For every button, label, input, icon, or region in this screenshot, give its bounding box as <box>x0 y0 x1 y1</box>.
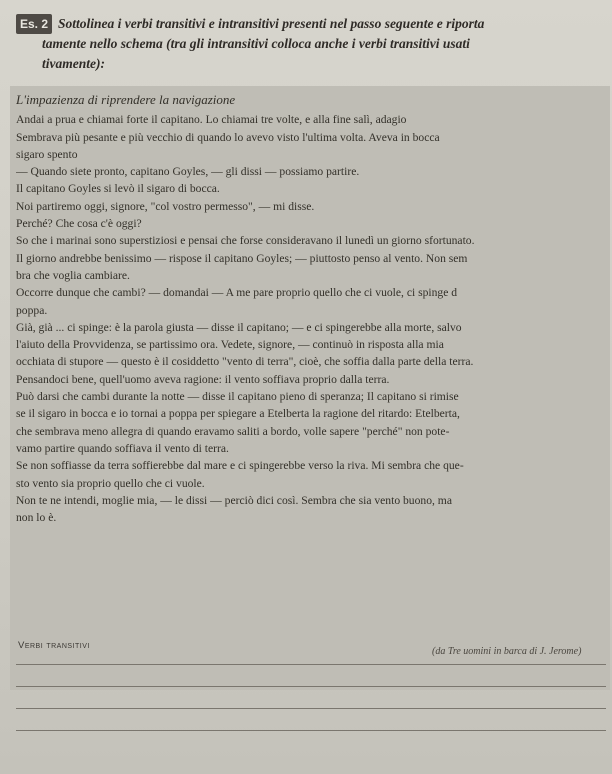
passage-line: Il capitano Goyles si levò il sigaro di bocca. <box>16 182 220 196</box>
instruction-line-1: Sottolinea i verbi transitivi e intransitivi presenti nel passo seguente e riporta <box>58 16 485 31</box>
exercise-instruction <box>16 14 606 74</box>
passage-line: Pensandoci bene, quell'uomo aveva ragione: il vento soffiava proprio dalla terra. <box>16 372 390 386</box>
passage-line: Non te ne intendi, moglie mia, — le dissi — perciò dici così. Sembra che sia vento buono, ma <box>16 493 452 507</box>
passage-line: se il sigaro in bocca e io tornai a poppa per spiegare a Etelberta la ragione del ritardo: Etelberta, <box>16 407 460 421</box>
instruction-line-2: tamente nello schema (tra gli intransitivi colloca anche i verbi transitivi usati <box>42 36 470 51</box>
passage-line: vamo partire quando soffiava il vento di terra. <box>16 441 229 455</box>
passage-title: L'impazienza di riprendere la navigazione <box>16 92 236 107</box>
passage-line: Il giorno andrebbe benissimo — rispose il capitano Goyles; — piuttosto penso al vento. Non sem <box>16 251 468 265</box>
exercise-badge: Es. 2 <box>16 14 52 34</box>
passage-line: che sembrava meno allegra di quando eravamo saliti a bordo, volle sapere "perché" non pote- <box>16 424 450 438</box>
passage-line: poppa. <box>16 303 48 317</box>
passage-lines <box>16 112 602 526</box>
passage-line: Se non soffiasse da terra soffierebbe dal mare e ci spingerebbe verso la riva. Mi sembra che que- <box>16 459 464 473</box>
passage-text <box>16 92 602 527</box>
answer-line[interactable] <box>16 708 606 709</box>
passage-line: Occorre dunque che cambi? — domandai — A me pare proprio quello che ci vuole, ci spinge d <box>16 286 458 300</box>
answer-label: Verbi transitivi <box>18 640 90 651</box>
passage-line: Sembrava più pesante e più vecchio di quando lo avevo visto l'ultima volta. Aveva in bocca <box>16 130 440 144</box>
passage-line: Già, già ... ci spinge: è la parola giusta — disse il capitano; — e ci spingerebbe alla morte, salvo <box>16 320 462 334</box>
passage-line: — Quando siete pronto, capitano Goyles, — gli dissi — possiamo partire. <box>16 165 360 179</box>
passage-line: Perché? Che cosa c'è oggi? <box>16 217 142 231</box>
passage-line: Può darsi che cambi durante la notte — disse il capitano pieno di speranza; Il capitano si rimise <box>16 390 459 404</box>
answer-line[interactable] <box>16 664 606 665</box>
answer-line[interactable] <box>16 686 606 687</box>
passage-line: l'aiuto della Provvidenza, se partissimo ora. Vedete, signore, — continuò in risposta alla mia <box>16 338 444 352</box>
passage-line: So che i marinai sono superstiziosi e pensai che forse consideravano il lunedì un giorno sfortunato. <box>16 234 475 248</box>
passage-line: bra che voglia cambiare. <box>16 268 130 282</box>
passage-line: sto vento sia proprio quello che ci vuole. <box>16 476 205 490</box>
passage-line: Andai a prua e chiamai forte il capitano. Lo chiamai tre volte, e alla fine salì, adagio <box>16 113 407 127</box>
instruction-line-3: tivamente): <box>42 56 105 71</box>
passage-line: Noi partiremo oggi, signore, "col vostro permesso", — mi disse. <box>16 199 315 213</box>
passage-source: (da Tre uomini in barca di J. Jerome) <box>432 646 582 657</box>
passage-line: occhiata di stupore — questo è il cosiddetto "vento di terra", cioè, che soffia dalla parte della terra. <box>16 355 474 369</box>
answer-line[interactable] <box>16 730 606 731</box>
passage-line: non lo è. <box>16 511 57 525</box>
passage-line: sigaro spento <box>16 147 78 161</box>
